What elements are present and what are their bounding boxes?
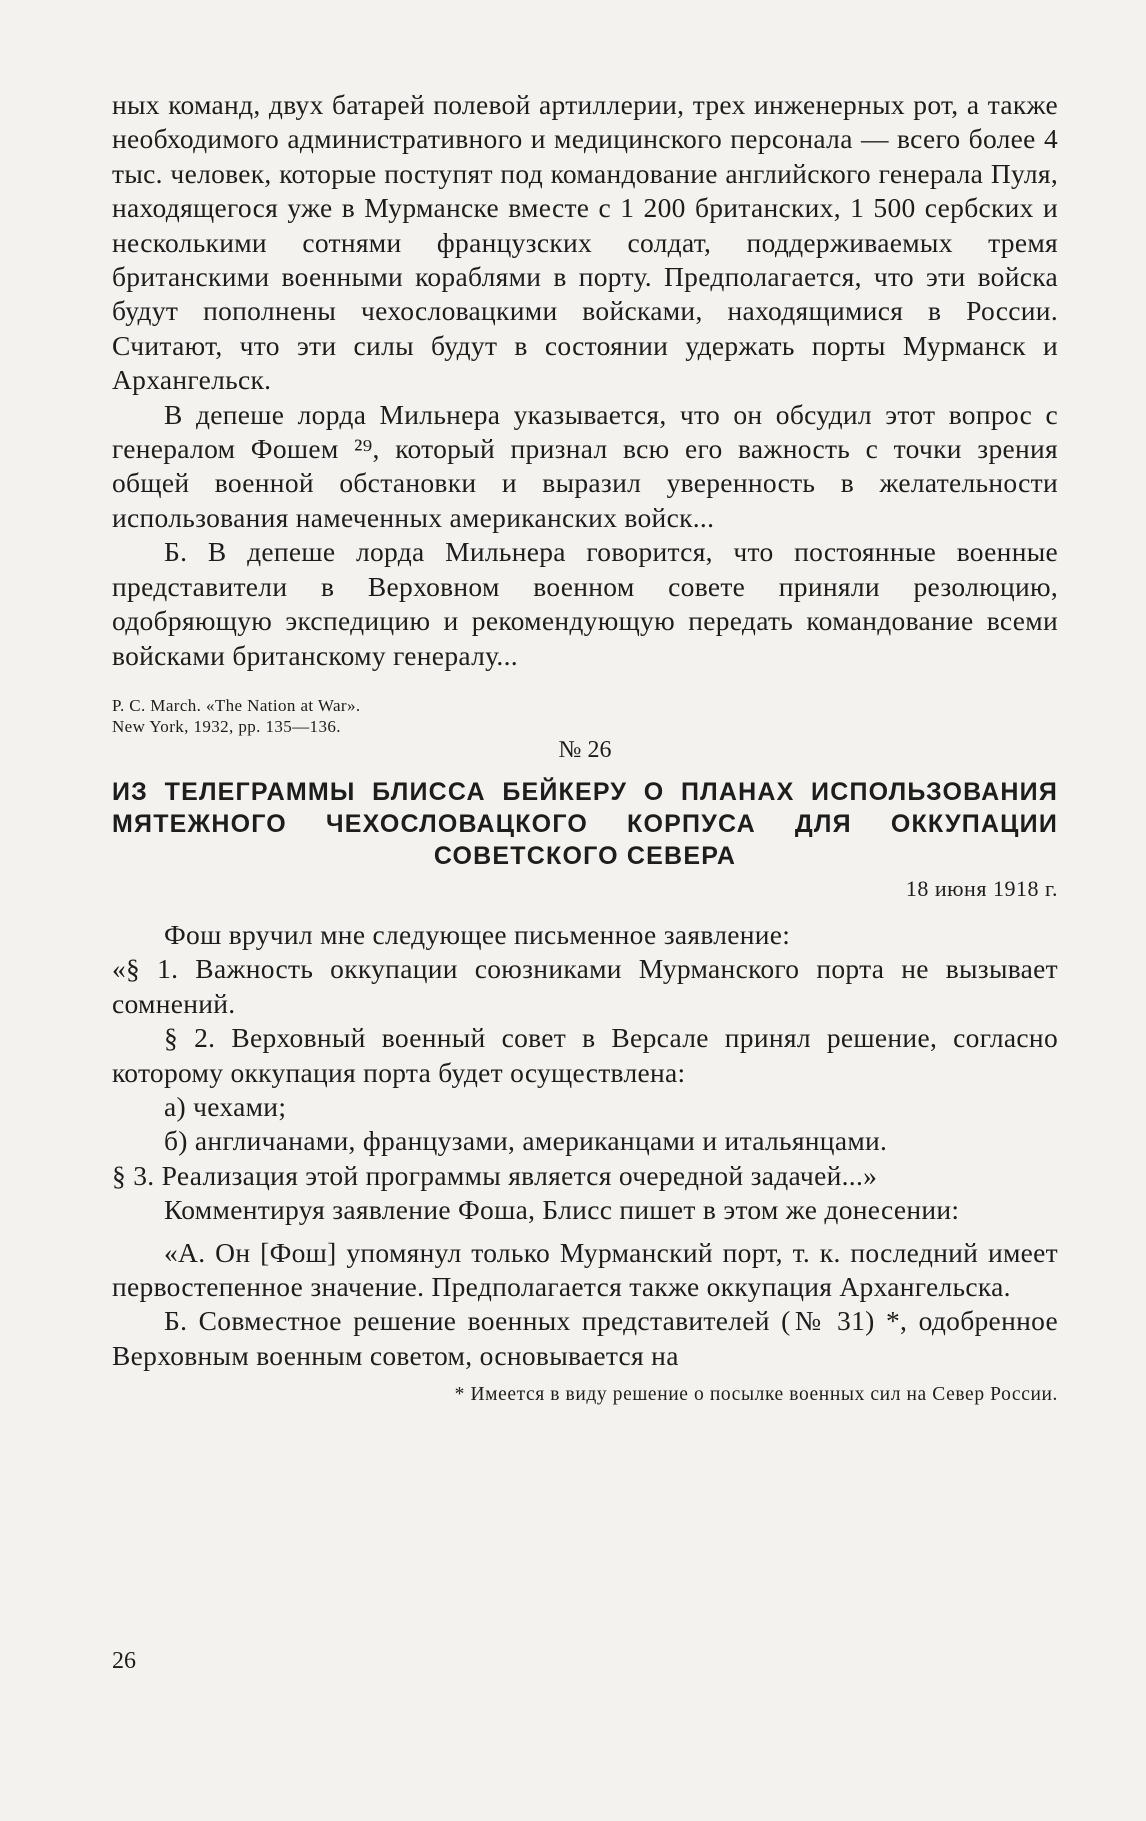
document-heading: ИЗ ТЕЛЕГРАММЫ БЛИССА БЕЙКЕРУ О ПЛАНАХ ИСПОЛЬЗОВАНИЯ МЯТЕЖНОГО ЧЕХОСЛОВАЦКОГО КОРПУСА ДЛЯ ОККУПАЦИИ СОВЕТСКОГО СЕВЕРА [112, 777, 1058, 870]
document-number: № 26 [558, 736, 612, 763]
text-column [112, 88, 1058, 1407]
paragraph-military-representatives: Б. В депеше лорда Мильнера говорится, что постоянные военные представители в Верховном военном совете приняли резолюцию, одобряющую экспедицию и рекомендующую передать командование всеми войсками британскому генералу... [112, 536, 1058, 671]
body-intro: Фош вручил мне следующее письменное заявление: [164, 918, 791, 950]
body-section-3: § 3. Реализация этой программы является очередной задачей...» [112, 1159, 878, 1191]
source-citation-line2: New York, 1932, pp. 135—136. [112, 716, 341, 736]
body-point-b: Б. Совместное решение военных представителей (№ 31) *, одобренное Верховным военным советом, основывается на [112, 1305, 1058, 1371]
body-point-a: «А. Он [Фош] упомянул только Мурманский порт, т. к. последний имеет первостепенное значение. Предполагается также оккупация Архангельска. [112, 1236, 1058, 1302]
body-item-b: б) англичанами, французами, американцами и итальянцами. [164, 1125, 888, 1157]
footnote: * Имеется в виду решение о посылке военных сил на Север России. [454, 1384, 1058, 1406]
paragraph-continuation: ных команд, двух батарей полевой артиллерии, трех инженерных рот, а также необходимого административного и медицинского персонала — всего более 4 тыс. человек, которые поступят под командование английского генерала Пуля, находящегося уже в Мурманске вместе с 1 200 британских, 1 500 сербских и несколькими сотнями французских солдат, поддерживаемых тремя британскими военными кораблями в порту. Предполагается, что эти войска будут пополнены чехословацкими войсками, находящимися в России. Считают, что эти силы будут в состоянии удержать порты Мурманск и Архангельск. [112, 89, 1058, 396]
body-comment: Комментируя заявление Фоша, Блисс пишет в этом же донесении: [164, 1194, 960, 1226]
body-section-2: § 2. Верховный военный совет в Версале принял решение, согласно которому оккупация порта будет осуществлена: [112, 1022, 1058, 1088]
body-item-a: а) чехами; [164, 1090, 287, 1122]
page-number: 26 [112, 1648, 136, 1674]
body-section-1: «§ 1. Важность оккупации союзниками Мурманского порта не вызывает сомнений. [112, 953, 1058, 1019]
source-citation-line1: P. C. March. «The Nation at War». [112, 695, 361, 715]
paragraph-milner-dispatch: В депеше лорда Мильнера указывается, что он обсудил этот вопрос с генералом Фошем ²⁹, который признал всю его важность с точки зрения общей военной обстановки и выразил уверенность в желательности использования намеченных американских войск... [112, 398, 1058, 533]
document-date: 18 июня 1918 г. [905, 875, 1058, 901]
